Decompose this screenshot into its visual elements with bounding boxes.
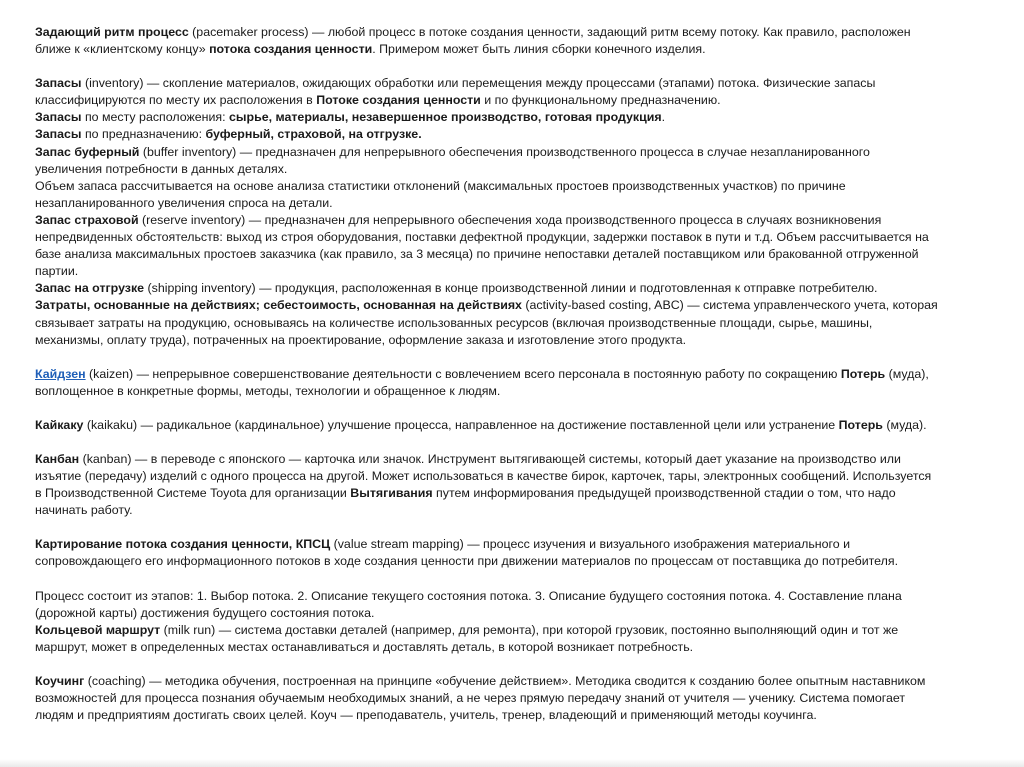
definition-text: (inventory) — скопление материалов, ожидающих обработки или перемещения между процессами (этапами) потока. Физические запасы	[81, 76, 876, 91]
definition-text: (kanban) — в переводе с японского — карточка или значок. Инструмент вытягивающей системы, который дает указание на производство или	[79, 451, 901, 466]
entry-kanban	[35, 451, 995, 519]
definition-text: .	[661, 110, 666, 125]
entry-line: возможностей для процесса познания обучаемым необходимых знаний, а не через прямую передачу знаний от учителя — ученику. Система помогает	[35, 691, 906, 705]
definition-text: классифицируются по месту их расположения в	[35, 93, 317, 108]
entry-line	[35, 673, 995, 690]
entry-line: механизмы, оплату труда), потраченных на проектирование, оформление заказа и изготовление этого продукта.	[35, 332, 687, 347]
entry-line	[35, 622, 995, 639]
term-heading: Канбан	[35, 451, 80, 466]
term-heading: Картирование потока создания ценности, КПСЦ	[35, 537, 331, 552]
term-reference: буферный, страховой, на отгрузке.	[205, 127, 422, 142]
entry-line	[35, 24, 995, 41]
entry-line: (дорожной карты) достижения будущего состояния потока.	[35, 605, 375, 620]
entry-value-stream-mapping	[35, 536, 995, 570]
term-heading: Кайкаку	[35, 417, 84, 432]
definition-text: . Примером может быть линия сборки конечного изделия.	[372, 42, 706, 57]
term-heading: Запасы	[35, 110, 82, 125]
entry-line	[35, 144, 995, 161]
definition-text: (kaikaku) — радикальное (кардинальное) улучшение процесса, направленное на достижение поставленной цели или устранение	[83, 417, 839, 432]
term-heading: Запас страховой	[35, 212, 139, 227]
term-heading: Кольцевой маршрут	[35, 622, 161, 637]
entry-line: начинать работу.	[35, 503, 133, 518]
entry-kaizen	[35, 366, 995, 400]
entry-line	[35, 109, 995, 126]
entry-line	[35, 451, 995, 468]
definition-text: (milk run) — система доставки деталей (например, для ремонта), при которой грузовик, постоянно выполняющий один и тот же	[160, 622, 899, 637]
entry-line: сопровождающего его информационного потоков в ходе создания ценности при движении материалов по процессам от поставщика до потребителя.	[35, 554, 899, 569]
term-heading: Задающий ритм процесс	[35, 25, 189, 39]
entry-line: базе анализа максимальных простоев заказчика (как правило, за 3 месяца) по причине непоставки деталей поставщиком или бракованной отгруженной	[35, 247, 919, 262]
definition-text: (value stream mapping) — процесс изучения и визуального изображения материального и	[330, 537, 851, 552]
term-heading: Коучинг	[35, 673, 85, 688]
definition-text: по месту расположения:	[81, 110, 230, 125]
entry-line	[35, 297, 995, 314]
entry-line	[35, 75, 995, 92]
term-heading: Запасы	[35, 76, 82, 91]
entry-line	[35, 536, 995, 553]
term-reference: Потерь	[840, 366, 886, 381]
definition-text: (activity-based costing, ABC) — система управленческого учета, которая	[521, 298, 938, 313]
term-reference: потока создания ценности	[209, 42, 373, 57]
definition-text: (pacemaker process) — любой процесс в потоке создания ценности, задающий ритм всему потоку. Как правило, расположен	[188, 25, 911, 39]
definition-text: ближе к «клиентскому концу»	[35, 42, 210, 57]
term-reference: Потоке создания ценности	[316, 93, 481, 108]
term-reference: сырье, материалы, незавершенное производство, готовая продукция	[229, 110, 662, 125]
entry-line: Процесс состоит из этапов: 1. Выбор потока. 2. Описание текущего состояния потока. 3. Описание будущего состояния потока. 4. Составление плана	[35, 588, 902, 603]
definition-text: путем информирования предыдущей производственной стадии о том, что надо	[432, 486, 896, 501]
entry-line: партии.	[35, 264, 79, 279]
kaizen-link[interactable]: Кайдзен	[35, 366, 86, 381]
entry-line	[35, 280, 995, 297]
entry-line	[35, 212, 995, 229]
definition-text: и по функциональному предназначению.	[480, 93, 721, 108]
term-reference: Потерь	[838, 417, 883, 432]
definition-text: (kaizen) — непрерывное совершенствование деятельности с вовлечением всего персонала в постоянную работу по сокращению	[85, 366, 841, 381]
entry-pacemaker-process	[35, 24, 995, 58]
entry-line: незапланированного увеличения спроса на детали.	[35, 195, 333, 210]
glossary-page	[35, 24, 995, 724]
entry-line: людям и предприятиям достигать своих целей. Коуч — преподаватель, учитель, тренер, владеющий и применяющий методы коучинга.	[35, 708, 817, 723]
entry-line: увеличения потребности в данных деталях.	[35, 161, 288, 176]
entry-line	[35, 366, 995, 383]
entry-vsm-stages-and-milk-run	[35, 588, 995, 656]
definition-text: (shipping inventory) — продукция, расположенная в конце производственной линии и подготовленная к отправке потребителю.	[144, 281, 878, 296]
definition-text: (buffer inventory) — предназначен для непрерывного обеспечения производственного процесса в случае незапланированного	[139, 144, 870, 159]
definition-text: (coaching) — методика обучения, построенная на принципе «обучение действием». Методика сводится к созданию более опытным наставником	[84, 673, 926, 688]
term-heading: Запас на отгрузке	[35, 281, 145, 296]
entry-line	[35, 417, 995, 434]
entry-line: воплощенное в конкретные формы, методы, технологии и обращенное к людям.	[35, 383, 501, 398]
definition-text: по предназначению:	[81, 127, 206, 142]
term-heading: Запас буферный	[35, 144, 140, 159]
entry-line: Объем запаса рассчитывается на основе анализа статистики отклонений (максимальных простоев производственных участков) по причине	[35, 178, 846, 193]
entry-kaikaku	[35, 417, 995, 434]
entry-line	[35, 485, 995, 502]
definition-text: в Производственной Системе Toyota для организации	[35, 486, 351, 501]
term-heading: Запасы	[35, 127, 82, 142]
entry-line: непредвиденных обстоятельств: выход из строя оборудования, поставки дефектной продукции, задержки поставок в пути и т.д. Объем рассчитывается на	[35, 230, 929, 245]
entry-coaching	[35, 673, 995, 724]
entry-inventory-group	[35, 75, 995, 349]
entry-line	[35, 126, 995, 143]
entry-line	[35, 41, 995, 58]
entry-line	[35, 92, 995, 109]
entry-line: изъятие (передачу) изделий с одного процесса на другой. Может использоваться в качестве бирок, карточек, тары, электронных сообщений. Используется	[35, 469, 932, 484]
entry-line: связывает затраты на продукцию, основываясь на количестве использованных ресурсов (включая производственные площади, сырье, машины,	[35, 315, 873, 330]
definition-text: (муда),	[885, 366, 929, 381]
definition-text: (reserve inventory) — предназначен для непрерывного обеспечения хода производственного процесса в случаях возникновения	[138, 212, 882, 227]
entry-line: маршрут, может в определенных местах останавливаться и доставлять деталь, в которой возникает потребность.	[35, 639, 694, 654]
definition-text: (муда).	[882, 417, 927, 432]
term-reference: Вытягивания	[350, 486, 433, 501]
term-heading: Затраты, основанные на действиях; себестоимость, основанная на действиях	[35, 298, 522, 313]
page-bottom-edge	[0, 759, 1024, 767]
